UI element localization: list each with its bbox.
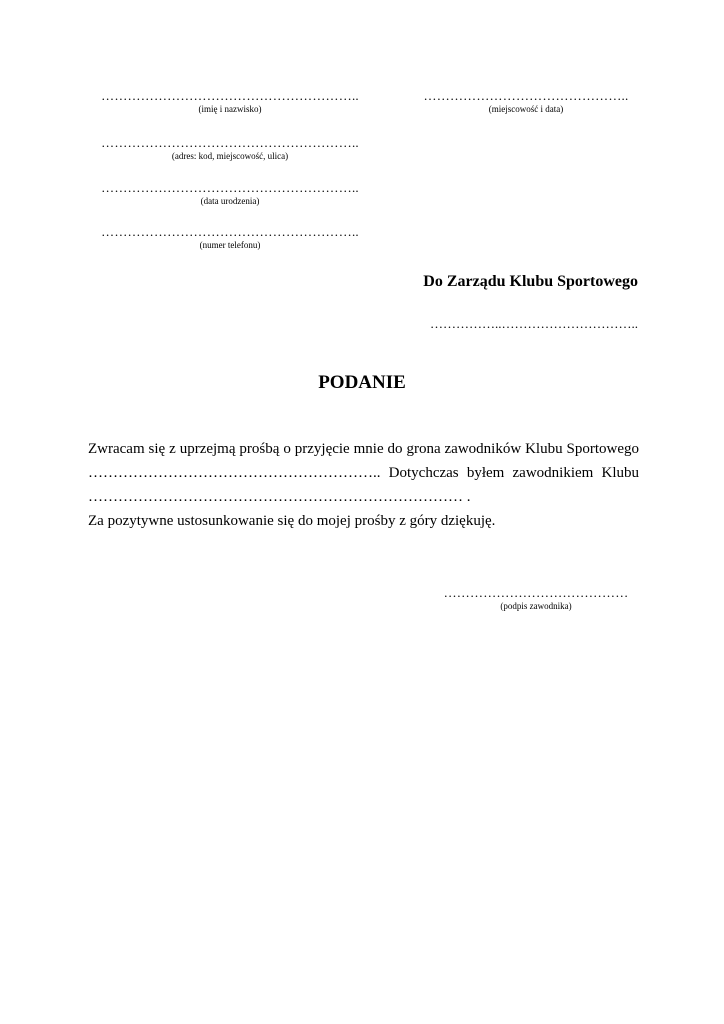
place-date-dots[interactable]: ……………………………………….. xyxy=(423,88,629,103)
name-dots[interactable]: ………………………………………………….. xyxy=(101,88,359,103)
recipient-heading: Do Zarządu Klubu Sportowego xyxy=(423,273,638,290)
application-body xyxy=(88,437,639,533)
address-dots[interactable]: ………………………………………………….. xyxy=(101,135,359,150)
body-line-3: ………………………………………………………………… . xyxy=(88,489,471,505)
birth-date-field xyxy=(88,181,372,207)
body-line-2: ………………………………………………….. Dotychczas byłem zawodnikiem Klubu xyxy=(88,465,639,481)
place-date-caption: (miejscowość i data) xyxy=(488,104,564,114)
address-caption: (adres: kod, miejscowość, ulica) xyxy=(171,151,289,161)
signature-dots[interactable]: …………………………………… xyxy=(443,585,629,600)
body-line-1: Zwracam się z uprzejmą prośbą o przyjęcie mnie do grona zawodników Klubu Sportowego xyxy=(88,441,639,457)
document-title: PODANIE xyxy=(318,372,406,393)
body-line-4: Za pozytywne ustosunkowanie się do mojej prośby z góry dziękuję. xyxy=(88,513,496,529)
address-field xyxy=(88,136,372,162)
birth-date-caption: (data urodzenia) xyxy=(200,196,260,206)
name-field xyxy=(88,89,372,115)
birth-date-dots[interactable]: ………………………………………………….. xyxy=(101,180,359,195)
name-caption: (imię i nazwisko) xyxy=(198,104,262,114)
signature-field xyxy=(432,586,640,612)
phone-field xyxy=(88,225,372,251)
phone-caption: (numer telefonu) xyxy=(199,240,261,250)
club-name-dots[interactable]: ……………..………………………….. xyxy=(430,316,638,331)
signature-caption: (podpis zawodnika) xyxy=(500,601,572,611)
phone-dots[interactable]: ………………………………………………….. xyxy=(101,224,359,239)
place-date-field xyxy=(412,89,640,115)
